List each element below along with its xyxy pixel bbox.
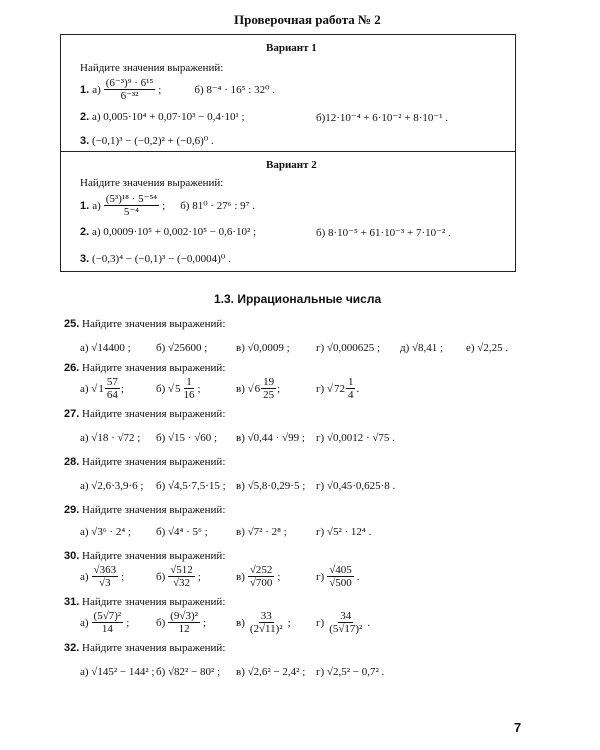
variant2-title: Вариант 2 — [266, 159, 317, 171]
variant2-item1 — [80, 193, 255, 218]
part-label: г) — [316, 616, 325, 629]
item-number: 2. — [80, 111, 90, 123]
fraction-denominator: 16 — [183, 389, 195, 402]
problem-32-part-a: а) √145² − 144² ; — [80, 666, 155, 678]
separator: ; — [120, 382, 124, 395]
variant1-item2-b: б)12·10⁻⁴ + 6·10⁻² + 8·10⁻¹ . — [316, 112, 449, 124]
part-label: а) — [80, 616, 89, 629]
problem-26-part-b — [156, 376, 201, 401]
variant2-item2 — [80, 226, 256, 238]
part-label: б) — [156, 570, 166, 583]
problem-instruction: Найдите значения выражений: — [82, 408, 226, 420]
page-number: 7 — [514, 720, 522, 735]
fraction-numerator: (5√7)² — [93, 610, 122, 622]
fraction-denominator: 25 — [263, 389, 275, 402]
fraction-numerator: 1 — [186, 376, 192, 388]
problem-32-header — [64, 642, 225, 654]
fraction-numerator: √512 — [170, 564, 193, 576]
variant1-item2 — [80, 111, 245, 123]
problem-25-header — [64, 318, 225, 330]
fraction — [346, 376, 356, 401]
problem-number: 27. — [64, 408, 80, 420]
problem-26-part-c — [236, 376, 280, 401]
variants-divider — [60, 151, 516, 152]
problem-25-part-b: б) √25600 ; — [156, 342, 208, 354]
fraction-numerator: 33 — [260, 610, 272, 622]
separator: ; — [287, 616, 291, 629]
problem-instruction: Найдите значения выражений: — [82, 642, 226, 654]
section-title: 1.3. Иррациональные числа — [214, 292, 382, 306]
part-label: а) √ — [80, 382, 98, 395]
fraction — [327, 564, 354, 589]
fraction-denominator: 6⁻³² — [120, 90, 139, 103]
item-number: 1. — [80, 199, 90, 212]
problem-31-part-d — [316, 610, 370, 635]
problem-number: 26. — [64, 362, 80, 374]
problem-number: 30. — [64, 550, 80, 562]
fraction-denominator: 4 — [347, 389, 354, 402]
whole: 6 — [254, 382, 261, 395]
separator: ; — [197, 570, 201, 583]
problem-30-part-c — [236, 564, 280, 589]
separator: ; — [277, 570, 281, 583]
variant1-instruction: Найдите значения выражений: — [80, 62, 224, 74]
fraction-denominator: √3 — [99, 577, 111, 590]
problem-number: 32. — [64, 642, 80, 654]
problem-instruction: Найдите значения выражений: — [82, 550, 226, 562]
problem-30-header — [64, 550, 225, 562]
fraction-numerator: (9√3)² — [170, 610, 198, 622]
fraction-denominator: √500 — [329, 577, 352, 590]
variant1-title: Вариант 1 — [266, 42, 317, 54]
problem-29-part-b: б) √4⁴ · 5⁶ ; — [156, 526, 208, 538]
fraction-numerator: (5³)¹⁸ · 5⁻⁵⁴ — [105, 193, 158, 205]
problem-29-part-c: в) √7² · 2⁸ ; — [236, 526, 287, 538]
whole: 72 — [333, 382, 345, 395]
part-label: в) — [236, 616, 245, 629]
part-label: в) √ — [236, 382, 254, 395]
problem-30-part-d — [316, 564, 359, 589]
page-title: Проверочная работа № 2 — [234, 12, 381, 27]
problem-27-part-a: а) √18 · √72 ; — [80, 432, 141, 444]
problem-30-part-b — [156, 564, 201, 589]
fraction-denominator: √32 — [173, 577, 191, 590]
problem-27-part-c: в) √0,44 · √99 ; — [236, 432, 305, 444]
fraction — [168, 610, 200, 635]
fraction-denominator: 64 — [106, 389, 118, 402]
problem-31-header — [64, 596, 225, 608]
problem-26-header — [64, 362, 225, 374]
separator: . — [367, 616, 371, 629]
item-number: 2. — [80, 226, 90, 238]
fraction — [104, 77, 156, 102]
fraction-numerator: 19 — [263, 376, 275, 388]
problem-instruction: Найдите значения выражений: — [82, 596, 226, 608]
fraction-denominator: 5⁻⁴ — [123, 206, 140, 219]
problem-instruction: Найдите значения выражений: — [82, 504, 226, 516]
part-a: (−0,1)³ − (−0,2)² + (−0,6)⁰ . — [91, 135, 214, 147]
variant1-item1 — [80, 77, 275, 102]
item-number: 3. — [80, 135, 90, 147]
problem-25-part-a: а) √14400 ; — [80, 342, 131, 354]
problem-31-part-b — [156, 610, 206, 635]
problem-instruction: Найдите значения выражений: — [82, 456, 226, 468]
problem-26-part-d — [316, 376, 359, 401]
whole: 5 — [175, 382, 181, 395]
fraction — [104, 193, 159, 218]
problem-28-part-d: г) √0,45·0,625·8 . — [316, 480, 396, 492]
fraction-numerator: 34 — [340, 610, 352, 622]
fraction-denominator: 14 — [101, 623, 113, 636]
separator: ; — [126, 616, 130, 629]
problem-27-header — [64, 408, 225, 420]
problem-30-part-a — [80, 564, 124, 589]
variant2-item2-b: б) 8·10⁻⁵ + 61·10⁻³ + 7·10⁻² . — [316, 227, 451, 239]
fraction — [168, 564, 195, 589]
separator: ; — [197, 382, 201, 395]
problem-28-part-a: а) √2,6·3,9·6 ; — [80, 480, 144, 492]
separator: ; — [158, 83, 162, 96]
problem-25-part-c: в) √0,0009 ; — [236, 342, 290, 354]
problem-27-part-d: г) √0,0012 · √75 . — [316, 432, 395, 444]
separator: ; — [162, 199, 166, 212]
part-label: б) √ — [156, 382, 175, 395]
problem-32-part-d: г) √2,5² − 0,7² . — [316, 666, 385, 678]
problem-instruction: Найдите значения выражений: — [82, 362, 226, 374]
whole: 1 — [98, 382, 104, 395]
part-label: а) — [80, 570, 89, 583]
problem-number: 29. — [64, 504, 80, 516]
fraction-denominator: √700 — [249, 577, 273, 590]
problem-32-part-b: б) √82² − 80² ; — [156, 666, 221, 678]
fraction — [182, 376, 197, 401]
fraction — [248, 610, 285, 635]
fraction-numerator: √405 — [329, 564, 352, 576]
item-number: 3. — [80, 253, 90, 265]
fraction — [327, 610, 364, 635]
fraction-numerator: (6⁻³)⁹ · 6¹⁵ — [105, 77, 154, 89]
fraction-numerator: 57 — [106, 376, 118, 388]
problem-28-part-b: б) √4,5·7,5·15 ; — [156, 480, 226, 492]
fraction-denominator: 12 — [178, 623, 190, 636]
fraction — [261, 376, 276, 401]
separator: ; — [121, 570, 125, 583]
fraction — [92, 610, 124, 635]
separator: ; — [202, 616, 206, 629]
part-a: (−0,3)⁴ − (−0,1)³ − (−0,0004)⁰ . — [91, 253, 231, 265]
problem-31-part-a — [80, 610, 129, 635]
problem-25-part-d: г) √0,000625 ; — [316, 342, 381, 354]
item-number: 1. — [80, 83, 90, 96]
part-label: в) — [236, 570, 245, 583]
fraction-denominator: (2√11)² — [249, 623, 283, 636]
fraction — [248, 564, 275, 589]
problem-29-header — [64, 504, 225, 516]
problem-28-header — [64, 456, 225, 468]
part-b: б) 81⁰ · 27⁶ : 9⁷ . — [180, 200, 256, 213]
part-label: г) — [316, 570, 325, 583]
variant2-item3 — [80, 252, 231, 265]
problem-instruction: Найдите значения выражений: — [82, 318, 226, 330]
problem-31-part-c — [236, 610, 291, 635]
separator: . — [356, 382, 360, 395]
problem-number: 31. — [64, 596, 80, 608]
variant2-instruction: Найдите значения выражений: — [80, 177, 224, 189]
problem-26-part-a — [80, 376, 124, 401]
part-label: б) — [156, 616, 166, 629]
problem-27-part-b: б) √15 · √60 ; — [156, 432, 218, 444]
separator: . — [356, 570, 360, 583]
part-label: а) — [92, 83, 101, 96]
fraction-denominator: (5√17)² — [329, 623, 363, 636]
fraction-numerator: 1 — [347, 376, 354, 388]
fraction-numerator: √363 — [93, 564, 117, 576]
part-a: а) 0,0009·10⁵ + 0,002·10⁵ − 0,6·10² ; — [91, 226, 257, 238]
fraction-numerator: √252 — [249, 564, 273, 576]
problem-32-part-c: в) √2,6² − 2,4² ; — [236, 666, 306, 678]
problem-29-part-a: а) √3⁶ · 2⁴ ; — [80, 526, 131, 538]
problem-number: 25. — [64, 318, 80, 330]
fraction — [105, 376, 120, 401]
problem-25-part-f: е) √2,25 . — [466, 342, 509, 354]
problem-number: 28. — [64, 456, 80, 468]
variant1-item3 — [80, 134, 214, 147]
problem-25-part-e: д) √8,41 ; — [400, 342, 444, 354]
problem-28-part-c: в) √5,8·0,29·5 ; — [236, 480, 306, 492]
separator: ; — [277, 382, 281, 395]
fraction — [92, 564, 119, 589]
part-label: г) √ — [316, 382, 333, 395]
problem-29-part-d: г) √5² · 12⁴ . — [316, 526, 372, 538]
part-a: а) 0,005·10⁴ + 0,07·10³ − 0,4·10¹ ; — [91, 111, 245, 123]
part-label: а) — [92, 199, 101, 212]
part-b: б) 8⁻⁴ · 16⁵ : 32⁰ . — [194, 84, 275, 97]
